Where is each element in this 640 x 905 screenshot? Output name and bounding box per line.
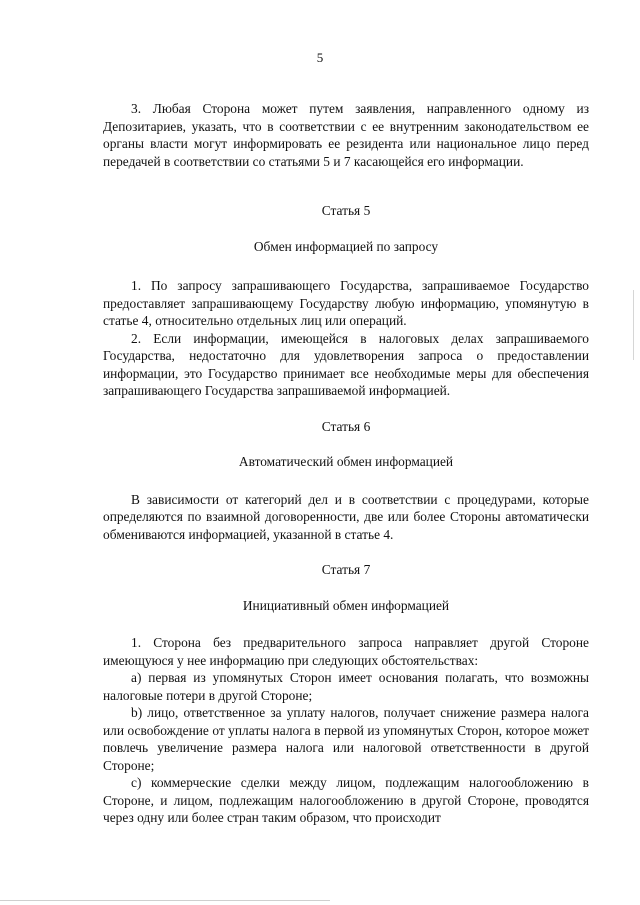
article-7-paragraph-1: 1. Сторона без предварительного запроса направляет другой Стороне имеющуюся у нее информацию при следующих обстоятельствах:: [103, 635, 589, 668]
article-5-title: Статья 5: [321, 203, 371, 218]
article-7-title: Статья 7: [321, 562, 371, 577]
article-5-subtitle: Обмен информацией по запросу: [253, 238, 439, 254]
article-5-paragraph-1: 1. По запросу запрашивающего Государства, запрашиваемое Государство предоставляет запрашивающему Государству любую информацию, упомянутую в статье 4, относительно отдельных лиц или операций.: [103, 278, 589, 328]
scan-edge-mark: [633, 290, 634, 360]
intro-paragraph: 3. Любая Сторона может путем заявления, направленного одному из Депозитариев, указать, что в соответствии с ее внутренним законодательством ее органы власти могут информировать ее резидента или национальное лицо перед передачей в соответствии со статьями 5 и 7 касающейся его информации.: [103, 101, 589, 169]
article-6-title: Статья 6: [321, 418, 371, 434]
article-5: [103, 202, 589, 400]
article-7-item-a: a) первая из упомянутых Сторон имеет основания полагать, что возможны налоговые потери в другой Стороне;: [103, 670, 589, 703]
article-7: [103, 561, 589, 827]
article-7-subtitle: Инициативный обмен информацией: [242, 597, 450, 613]
article-7-item-c: c) коммерческие сделки между лицом, подлежащим налогообложению в Стороне, и лицом, подлежащим налогообложению в другой Стороне, проводятся через одну или более стран таким образом, что происходит: [103, 775, 589, 825]
article-6-subtitle: Автоматический обмен информацией: [238, 454, 454, 469]
article-6: [103, 418, 589, 544]
document-body: [103, 100, 589, 827]
page-number: 5: [316, 50, 324, 65]
scan-bottom-line: [0, 900, 330, 901]
article-7-item-b: b) лицо, ответственное за уплату налогов, получает снижение размера налога или освобождение от уплаты налога в первой из упомянутых Сторон, которое может повлечь увеличение размера налога или налоговой ответственности в другой Стороне;: [103, 705, 589, 773]
article-6-paragraph-1: В зависимости от категорий дел и в соответствии с процедурами, которые определяются по взаимной договоренности, две или более Стороны автоматически обмениваются информацией, указанной в статье 4.: [103, 491, 589, 542]
article-5-paragraph-2: 2. Если информации, имеющейся в налоговых делах запрашиваемого Государства, недостаточно для удовлетворения запроса о предоставлении информации, это Государство принимает все необходимые меры для обеспечения запрашивающего Государства запрашиваемой информацией.: [103, 330, 589, 398]
